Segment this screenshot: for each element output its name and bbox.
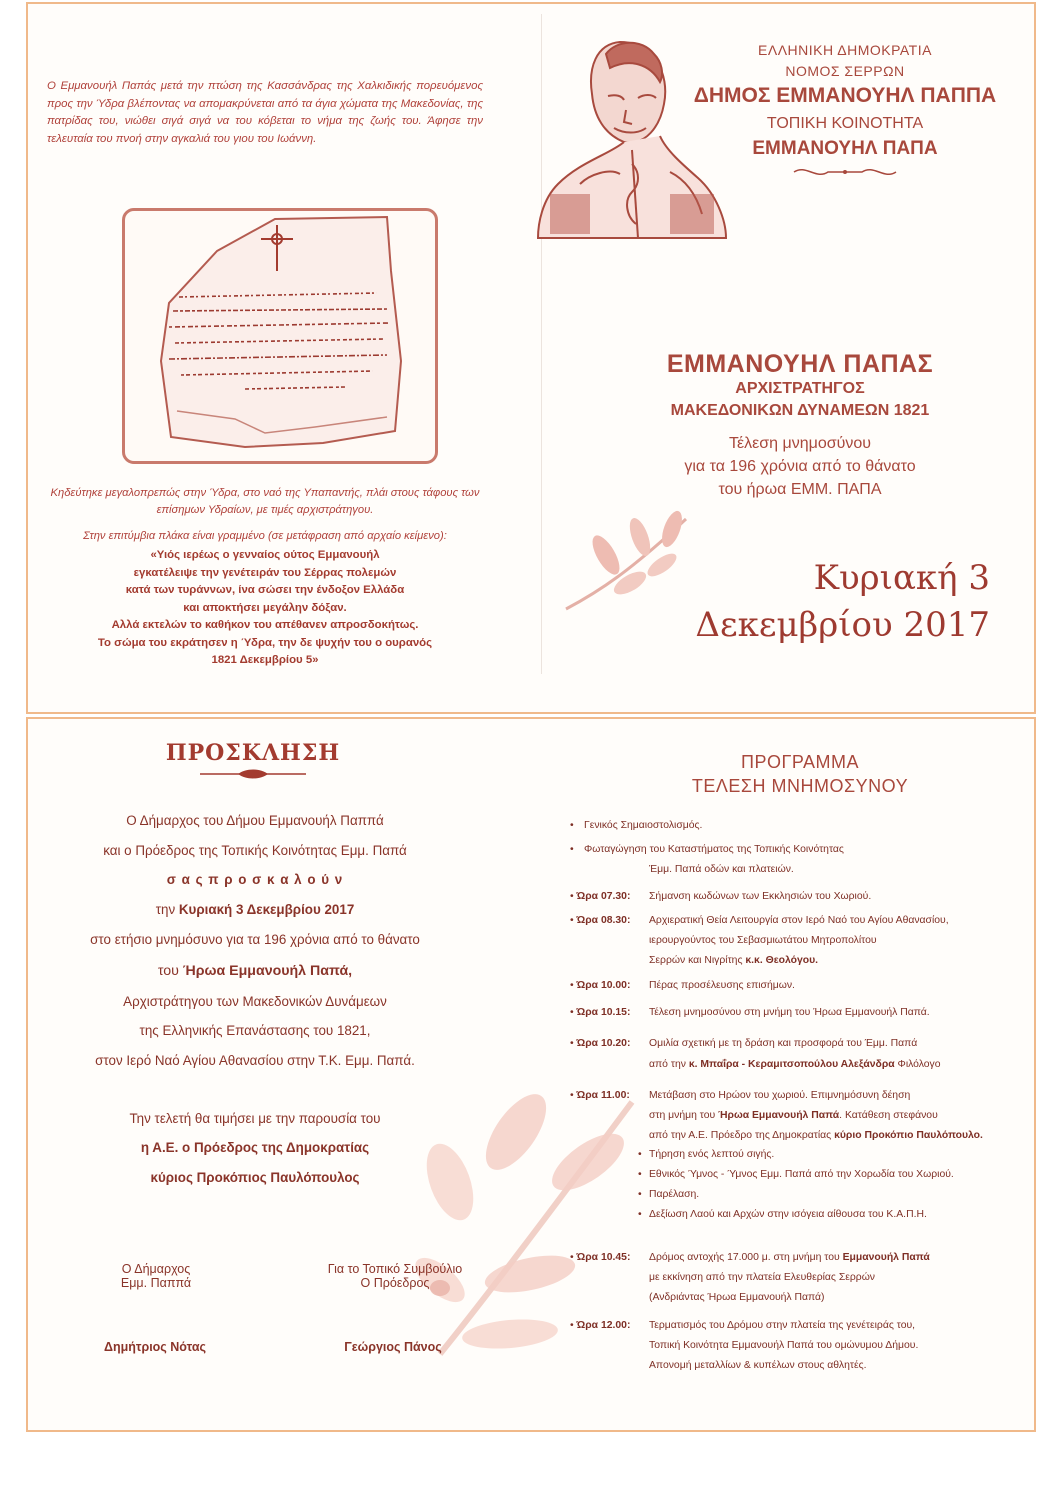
- program-item-text: Αρχιερατική Θεία Λειτουργία στον Ιερό Ναό του Αγίου Αθανασίου,: [649, 915, 949, 926]
- signature-right-role: Ο Πρόεδρος: [360, 1276, 430, 1290]
- title-underline-ornament-icon: [198, 768, 308, 780]
- program-item-text: (Ανδριάντας Ήρωα Εμμανουήλ Παπά): [649, 1292, 825, 1303]
- program-item-text: Σήμανση κωδώνων των Εκκλησιών του Χωριού.: [649, 891, 872, 902]
- invitation-title: ΠΡΟΣΚΛΗΣΗ: [165, 740, 341, 766]
- program-time: • Ώρα 11.00:: [570, 1090, 630, 1101]
- inscription-translation: [47, 547, 483, 670]
- text-bold: κ. Μπαΐρα - Κεραμιτσοπούλου Αλεξάνδρα: [688, 1059, 895, 1070]
- intro-text: Ο Εμμανουήλ Παπάς μετά την πτώση της Κασσάνδρας της Χαλκιδικής πορευόμενος προς την Ύδρα βλέποντας να απομακρύνεται από τα άγια χώματα της Μακεδονίας, της πατρίδας του, νιώθει σιγά σιγά να του κόβεται το νήμα της ζωής του. Άφησε την τελευταία του πνοή στην αγκαλιά του γιου του Ιωάννη.: [47, 80, 483, 145]
- program-item-text: Πέρας προσέλευσης επισήμων.: [649, 980, 795, 991]
- tablet-intro-text: Στην επιτύμβια πλάκα είναι γραμμένο (σε μετάφραση από αρχαίο κείμενο):: [83, 530, 447, 542]
- program-item-text: Δεξίωση Λαού και Αρχών στην ισόγεια αίθουσα του Κ.Α.Π.Η.: [649, 1209, 927, 1220]
- program-item-text: [649, 951, 1039, 971]
- invitation-line: στο ετήσιο μνημόσυνο για τα 196 χρόνια από το θάνατο: [90, 932, 420, 947]
- inscription-line: και αποκτήσει μεγάλην δόξαν.: [183, 601, 347, 614]
- text-part: Δρόμος αντοχής 17.000 μ. στη μνήμη του: [649, 1252, 843, 1263]
- text-part: από την: [649, 1059, 689, 1070]
- time-label: Ώρα 11.00:: [576, 1090, 630, 1101]
- invitation-line: Την τελετή θα τιμήσει με την παρουσία του: [129, 1111, 381, 1126]
- program-item-text: Μετάβαση στο Ηρώον του χωριού. Επιμνημόσυνη δέηση: [649, 1090, 911, 1101]
- invitation-line: και ο Πρόεδρος της Τοπικής Κοινότητας Εμμ. Παπά: [103, 843, 407, 858]
- inscription-line: Το σώμα του εκράτησεν η Ύδρα, την δε ψυχήν του ο ουρανός: [97, 636, 433, 649]
- program-time: • Ώρα 12.00:: [570, 1320, 631, 1331]
- inscription-line: εγκατέλειψε την γενέτειράν του Σέρρας πολεμών: [133, 566, 397, 579]
- text-bold: Εμμανουήλ Παπά: [842, 1252, 930, 1263]
- invitation-hero-prefix: του: [157, 963, 183, 979]
- program-item-text: Τερματισμός του Δρόμου στην πλατεία της γενέτειράς του,: [649, 1320, 916, 1331]
- invitation-line: Αρχιστράτηγου των Μακεδονικών Δυνάμεων: [123, 994, 387, 1009]
- inscription-line: κατά των τυράννων, ίνα σώσει την ένδοξον Ελλάδα: [125, 584, 405, 596]
- inscription-line: Αλλά εκτελών το καθήκον του απέθανεν απροσδοκήτως.: [111, 619, 419, 631]
- text-part: Φιλόλογο: [894, 1059, 941, 1070]
- text-part: στη μνήμη του: [649, 1110, 719, 1121]
- header-community-name: ΕΜΜΑΝΟΥΗΛ ΠΑΠΑ: [752, 138, 938, 159]
- invitation-line: σ α ς π ρ ο σ κ α λ ο ύ ν: [166, 872, 344, 887]
- invitation-line: Ο Δήμαρχος του Δήμου Εμμανουήλ Παππά: [126, 813, 384, 828]
- header-community-label: ΤΟΠΙΚΗ ΚΟΙΝΟΤΗΤΑ: [766, 115, 924, 132]
- program-title: ΠΡΟΓΡΑΜΜΑ: [740, 752, 860, 772]
- program-subtitle: ΤΕΛΕΣΗ ΜΝΗΜΟΣΥΝΟΥ: [691, 776, 909, 796]
- program-time: • Ώρα 10.00:: [570, 980, 631, 991]
- program-item-text: Γενικός Σημαιοστολισμός.: [584, 820, 703, 831]
- text-bold: Ήρωα Εμμανουήλ Παπά: [718, 1110, 840, 1121]
- header-republic: ΕΛΛΗΝΙΚΗ ΔΗΜΟΚΡΑΤΙΑ: [758, 42, 932, 58]
- program-item-text: Έμμ. Παπά οδών και πλατειών.: [649, 864, 794, 875]
- program-item-text: Τέλεση μνημοσύνου στη μνήμη του Ήρωα Εμμανουήλ Παπά.: [649, 1007, 930, 1018]
- flourish-ornament-icon: [790, 164, 900, 180]
- signature-right-council: Για το Τοπικό Συμβούλιο: [327, 1262, 463, 1276]
- time-label: Ώρα 08.30:: [576, 915, 631, 926]
- tombstone-drawing: [125, 211, 435, 461]
- program-time: • Ώρα 08.30:: [570, 915, 631, 926]
- program-item-text: [649, 1248, 1039, 1268]
- time-label: Ώρα 10.20:: [576, 1038, 631, 1049]
- invitation-line: η Α.Ε. ο Πρόεδρος της Δημοκρατίας: [140, 1140, 370, 1155]
- signature-left-title: [96, 1262, 216, 1290]
- header-prefecture: ΝΟΜΟΣ ΣΕΡΡΩΝ: [785, 63, 905, 79]
- signature-left-name: Δημήτριος Νότας: [103, 1340, 207, 1354]
- program-item-text: Απονομή μεταλλίων & κυπέλων στους αθλητές.: [649, 1360, 867, 1371]
- bullet: •: [638, 1189, 642, 1200]
- hero-forces: ΜΑΚΕΔΟΝΙΚΩΝ ΔΥΝΑΜΕΩΝ 1821: [670, 402, 930, 419]
- time-label: Ώρα 10.00:: [576, 980, 631, 991]
- burial-text: Κηδεύτηκε μεγαλοπρεπώς στην Ύδρα, στο ναό της Υπαπαντής, πλάι στους τάφους των επίσημων Υδραίων, με τιμές αρχιστράτηγου.: [50, 487, 480, 516]
- memorial-line-1: Τέλεση μνημοσύνου: [728, 435, 871, 452]
- memorial-line-2: για τα 196 χρόνια από το θάνατο: [684, 458, 916, 475]
- text-part: Σερρών και Νιγρίτης: [649, 955, 746, 966]
- program-item-text: ιερουργούντος του Σεβασμιωτάτου Μητροπολίτου: [649, 935, 877, 946]
- signature-right-name: Γεώργιος Πάνος: [344, 1340, 442, 1354]
- event-date: [650, 555, 990, 649]
- text-bold: κ.κ. Θεολόγου.: [745, 955, 819, 966]
- program-time: • Ώρα 10.15:: [570, 1007, 631, 1018]
- bullet: •: [638, 1149, 642, 1160]
- program-time: • Ώρα 07.30:: [570, 891, 631, 902]
- hero-rank: ΑΡΧΙΣΤΡΑΤΗΓΟΣ: [735, 380, 865, 397]
- date-day: Κυριακή 3: [813, 558, 990, 598]
- memorial-line-3: του ήρωα ΕΜΜ. ΠΑΠΑ: [718, 481, 882, 498]
- time-label: Ώρα 10.45:: [576, 1252, 631, 1263]
- hero-name: ΕΜΜΑΝΟΥΗΛ ΠΑΠΑΣ: [666, 350, 934, 378]
- program-item-text: Τήρηση ενός λεπτού σιγής.: [649, 1149, 775, 1160]
- date-month-year: Δεκεμβρίου 2017: [695, 605, 990, 645]
- bullet: •: [638, 1169, 642, 1180]
- bullet: •: [638, 1209, 642, 1220]
- invitation-date-line: [50, 902, 460, 917]
- bullet: •: [570, 844, 574, 855]
- invitation-date-prefix: την: [155, 902, 179, 917]
- time-label: Ώρα 10.15:: [576, 1007, 631, 1018]
- text-part: . Κατάθεση στεφάνου: [839, 1110, 938, 1121]
- invitation-hero-line: [50, 963, 460, 979]
- time-label: Ώρα 07.30:: [576, 891, 631, 902]
- program-item-text: Ομιλία σχετική με τη δράση και προσφορά του Έμμ. Παπά: [649, 1038, 918, 1049]
- invitation-line: της Ελληνικής Επανάστασης του 1821,: [139, 1023, 371, 1038]
- tombstone-image: [122, 208, 438, 464]
- header-municipality: ΔΗΜΟΣ ΕΜΜΑΝΟΥΗΛ ΠΑΠΠΑ: [693, 84, 997, 107]
- signature-right-title: [310, 1262, 480, 1290]
- program-item-text: [649, 1106, 1039, 1126]
- signature-left-role: Ο Δήμαρχος: [121, 1262, 191, 1276]
- program-item-text: Φωταγώγηση του Καταστήματος της Τοπικής Κοινότητας: [584, 844, 844, 855]
- program-item-text: Παρέλαση.: [649, 1189, 700, 1200]
- program-item-text: με εκκίνηση από την πλατεία Ελευθερίας Σερρών: [649, 1272, 876, 1283]
- invitation-hero-name: Ήρωα Εμμανουήλ Παπά,: [182, 963, 353, 979]
- signature-left-municipality: Εμμ. Παππά: [120, 1276, 192, 1290]
- text-part: από την Α.Ε. Πρόεδρο της Δημοκρατίας: [649, 1130, 835, 1141]
- hero-memorial-text: [590, 432, 1010, 501]
- time-label: Ώρα 12.00:: [576, 1320, 631, 1331]
- program-item-text: [649, 1055, 1039, 1075]
- bullet: •: [570, 820, 574, 831]
- invitation-date: Κυριακή 3 Δεκεμβρίου 2017: [178, 902, 355, 917]
- text-bold: κύριο Προκόπιο Παυλόπουλο.: [834, 1130, 983, 1141]
- program-item-text: Εθνικός Ύμνος - Ύμνος Εμμ. Παπά από την Χορωδία του Χωριού.: [649, 1169, 954, 1180]
- program-time: • Ώρα 10.45:: [570, 1252, 631, 1263]
- inscription-line: 1821 Δεκεμβρίου 5»: [211, 654, 319, 666]
- inscription-line: «Υιός ιερέως ο γενναίος ούτος Εμμανουήλ: [150, 549, 380, 561]
- program-item-text: [649, 1126, 1039, 1146]
- program-time: • Ώρα 10.20:: [570, 1038, 631, 1049]
- program-item-text: Τοπική Κοινότητα Εμμανουήλ Παπά του ομώνυμου Δήμου.: [649, 1340, 919, 1351]
- invitation-line: στον Ιερό Ναό Αγίου Αθανασίου στην Τ.Κ. Εμμ. Παπά.: [95, 1053, 415, 1068]
- invitation-line: κύριος Προκόπιος Παυλόπουλος: [150, 1170, 360, 1185]
